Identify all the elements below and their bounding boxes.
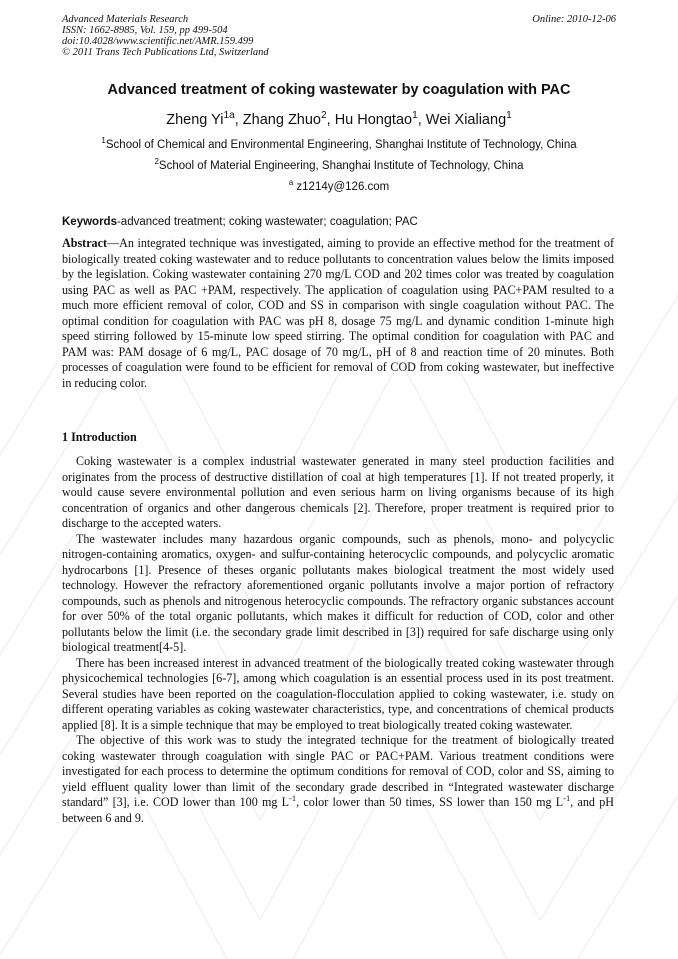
author: Hu Hongtao$^1$, [334, 110, 426, 128]
abstract-text: —An integrated technique was investigated, aiming to provide an effective method for the treatment of biologically treated coking wastewater and to reduce pollutants to concentration values below the limits imposed by the legislation. Coking wastewater containing 270 mg/L COD and 202 times color was treated by coagulation using PAC as well as PAC +PAM, respectively. The application of coagulation using PAC+PAM resulted to a much more efficient removal of color, COD and SS in comparison with single coagulation without PAC. The optimal condition for coagulation with PAC was pH 8, dosage 75 mg/L and dynamic condition 1-minute high speed stirring followed by 15-minute low speed stirring. The optimal condition for coagulation with PAC and PAM was: PAM dosage of 6 mg/L, PAC dosage of 70 mg/L, pH of 8 and reaction time of 20 minutes. Both processes of coagulation were found to be efficient for removal of COD from coking wastewater, but ineffective in reducing color. [62, 236, 614, 390]
paper-title: Advanced treatment of coking wastewater by coagulation with PAC [107, 82, 571, 98]
online-date: Online: 2010-12-06 [532, 14, 616, 25]
abstract [62, 236, 614, 391]
paragraph: The objective of this work was to study the integrated technique for the treatment of biologically treated coking wastewater through coagulation with single PAC or PAC+PAM. Various treatment conditions were investigated for each process to determine the optimum conditions for removal of COD, color and SS, aiming to yield effluent quality lower than limit of the secondary grade described in “Integrated wastewater discharge standard” [3], i.e. COD lower than 100 mg $L^{-1}$, color lower than 50 times, SS lower than 150 mg $L^{-1}$, and pH between 6 and 9. [62, 733, 614, 825]
section-heading: 1 Introduction [62, 430, 137, 444]
affiliation-1: $^1$School of Chemical and Environmental Engineering, Shanghai Institute of Technology, China [101, 136, 577, 151]
copyright-line: © 2011 Trans Tech Publications Ltd, Switzerland [62, 47, 269, 58]
paragraph: There has been increased interest in advanced treatment of the biologically treated coking wastewater through physicochemical technologies [6-7], among which coagulation is an essential process used in its post treatment. Several studies have been reported on the coagulation-flocculation applied to coking wastewater, i.e. study on different operating variables as coking wastewater characteristics, type, and concentrations of chemical products applied [8]. It is a simple technique that may be employed to treat biologically treated coking wastewater. [62, 655, 614, 732]
issn-line: ISSN: 1662-8985, Vol. 159, pp 499-504 [62, 25, 228, 36]
keywords-text: -advanced treatment; coking wastewater; coagulation; PAC [116, 216, 418, 228]
section-body [62, 454, 614, 826]
author-list [40, 112, 638, 128]
author: Wei Xialiang$^1$ [425, 110, 512, 128]
journal-header [62, 14, 616, 58]
abstract-label: Abstract [62, 236, 108, 250]
keywords-label: Keywords [62, 216, 117, 228]
journal-name: Advanced Materials Research [62, 14, 189, 25]
affiliation-2: $^2$School of Material Engineering, Shanghai Institute of Technology, China [154, 157, 524, 172]
paragraph: Coking wastewater is a complex industrial wastewater generated in many steel production facilities and originates from the process of destructive distillation of coal at high temperatures [1]. If not treated properly, it would cause severe environmental pollution and even serious harm on living organisms because of its high concentration of organics and other dangerous chemicals [2]. Therefore, proper treatment is required prior to discharge to the accepted waters. [62, 454, 614, 530]
author: Zhang Zhuo$^2$, [242, 110, 335, 128]
keywords [62, 216, 622, 228]
doi-line: doi:10.4028/www.scientific.net/AMR.159.499 [62, 36, 254, 47]
paragraph: The wastewater includes many hazardous organic compounds, such as phenols, mono- and polycyclic nitrogen-containing aromatics, oxygen- and sulfur-containing heterocyclic compounds, and polycyclic aromatic hydrocarbons [1]. Presence of theses organic pollutants makes biological treatment the most widely used technology. However the refractory aforementioned organic pollutants involve a major portion of refractory compounds, such as phenols and nitrogenous heterocyclic compounds. The refractory organic substances account for over 50% of the total organic pollutants, which makes it difficult for reduction of COD, color and other pollutants below the limit (i.e. the secondary grade limit described in [3]) required for safe discharge using only biological treatment[4-5]. [62, 531, 614, 654]
author: Zheng $Yi^{1a}$, [166, 110, 243, 128]
author-email: $^a$ z1214y@126.com [288, 178, 390, 193]
